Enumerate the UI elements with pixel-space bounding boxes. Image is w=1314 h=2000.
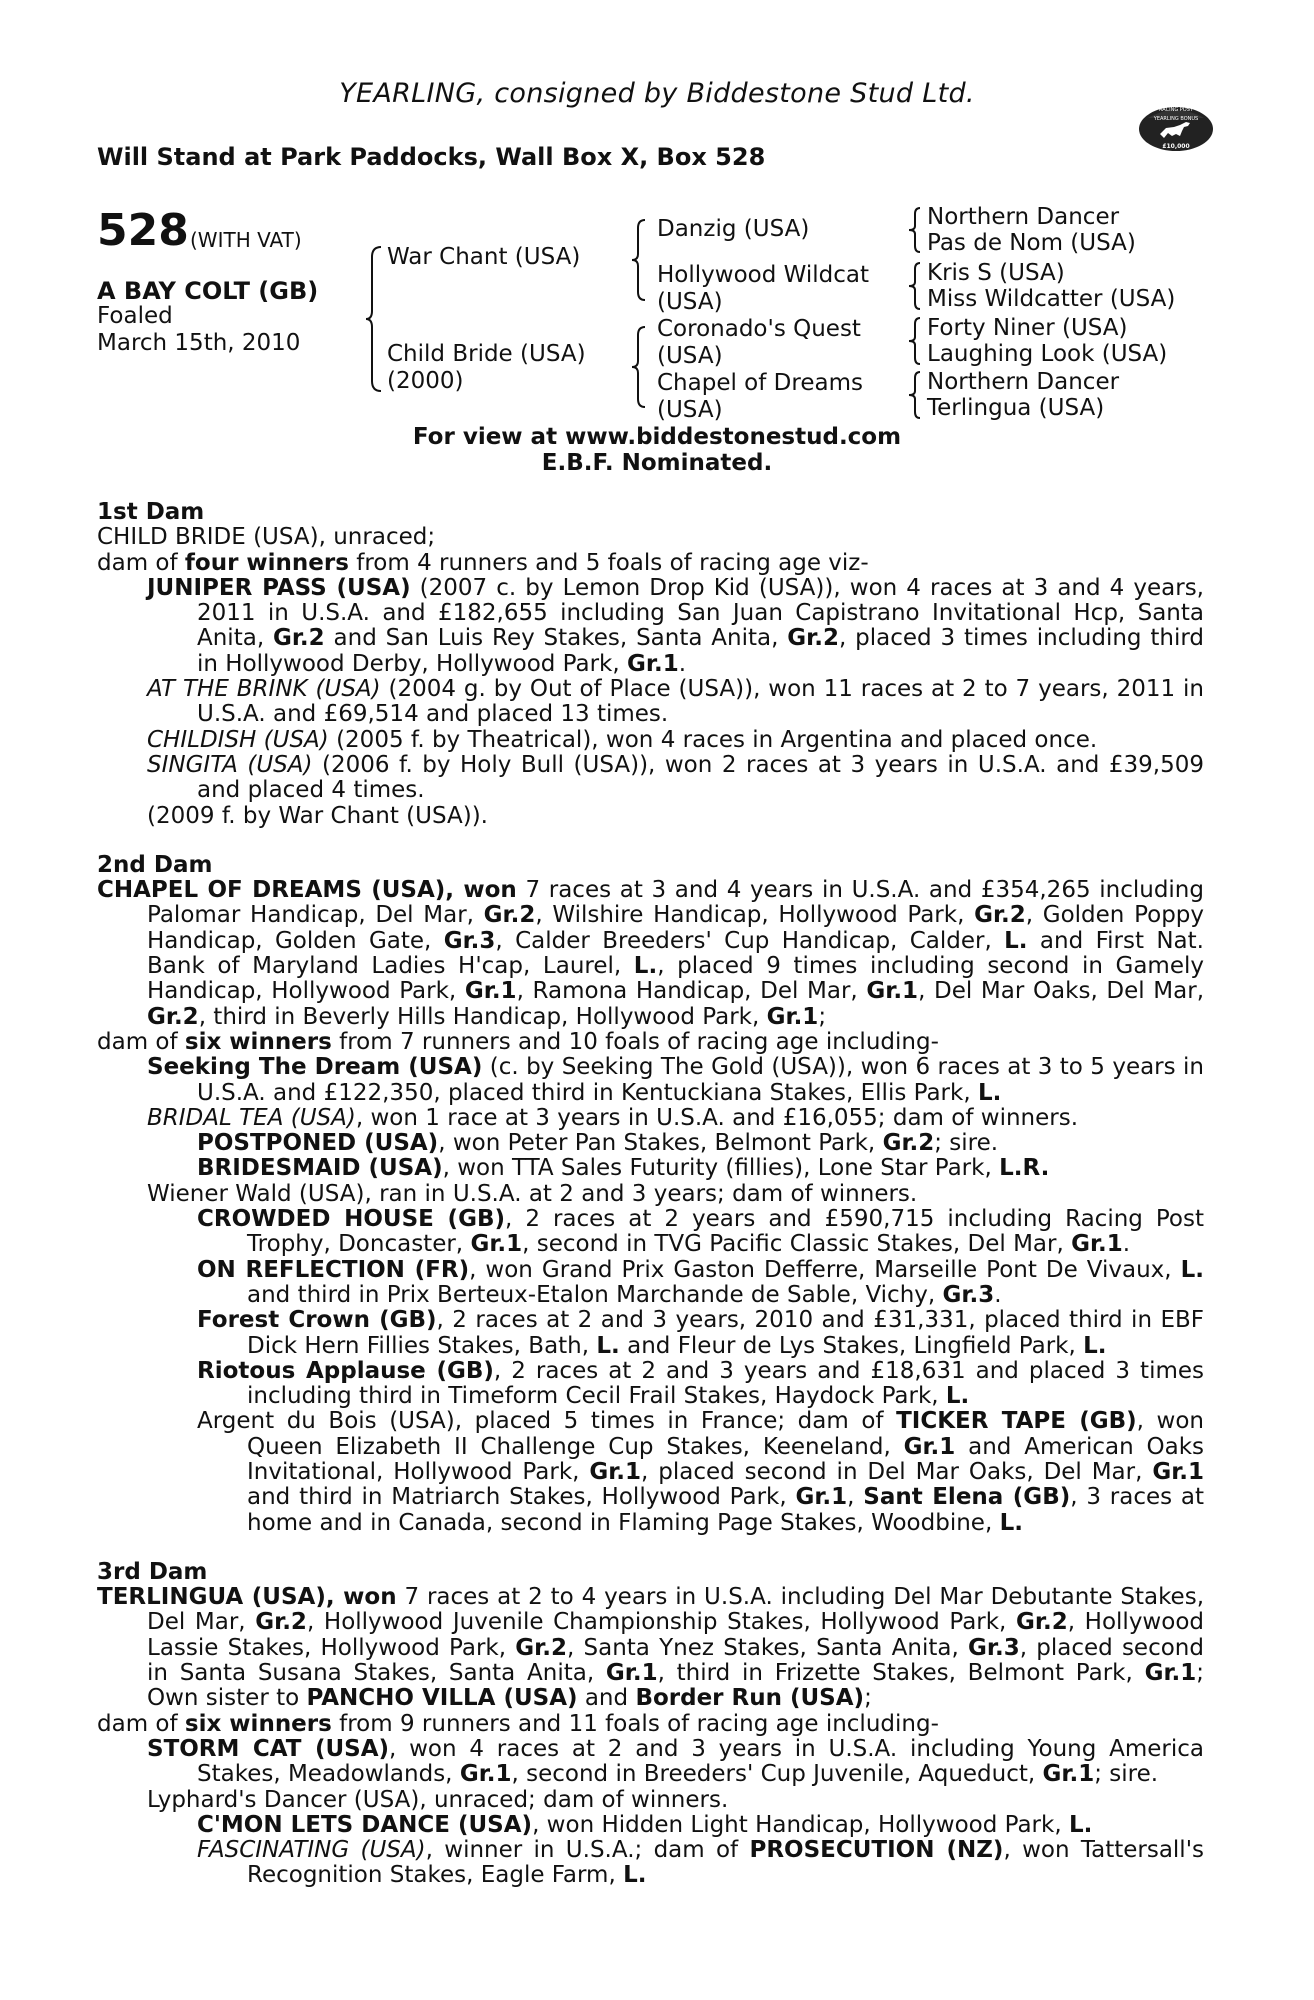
- produce-lyphards-dancer: Lyphard's Dancer (USA), unraced; dam of winners.: [147, 1786, 729, 1813]
- horse-name: Riotous Applause (GB): [197, 1357, 494, 1384]
- page-title: YEARLING, consigned by Biddestone Stud Ltd.: [339, 78, 975, 109]
- grade: Gr.1: [459, 1761, 512, 1788]
- produce-fascinating: [97, 1838, 1204, 1889]
- text: (c. by Seeking The Gold (USA)), won 6 races at 3 to 5 years in U.S.A. and £122,350, placed third in Kentuckiana Stakes, Ellis Park,: [197, 1054, 1204, 1106]
- sire: War Chant (USA): [387, 244, 581, 270]
- grade: Gr.1: [589, 1458, 642, 1485]
- text: , third in Frizette Stakes, Belmont Park,: [657, 1660, 1145, 1687]
- text: and Fleur de Lys Stakes, Lingfield Park,: [619, 1332, 1084, 1359]
- lot-number: 528: [97, 205, 189, 256]
- text: , 2 races at 2 years and £590,715 including Racing Post Trophy, Doncaster,: [247, 1206, 1205, 1258]
- grade: Gr.2: [147, 1003, 199, 1030]
- text: from 9 runners and 11 foals of racing age including-: [331, 1710, 939, 1737]
- winners-count: four winners: [184, 549, 349, 576]
- text: ; sire.: [934, 1130, 999, 1157]
- grade: Gr.2: [974, 902, 1026, 929]
- grade: L.: [633, 953, 658, 980]
- ped-g3-8: Terlingua (USA): [927, 395, 1105, 421]
- third-dam-record: [97, 1585, 1204, 1711]
- text: , Ramona Handicap, Del Mar,: [516, 978, 867, 1005]
- pedigree-brace-3: [909, 316, 921, 366]
- text: , Calder Breeders' Cup Handicap, Calder,: [495, 927, 1005, 954]
- text: , won 1 race at 3 years in U.S.A. and £16,055; dam of winners.: [355, 1104, 1079, 1131]
- text: , Wilshire Handicap, Hollywood Park,: [535, 902, 975, 929]
- pedigree-main-brace: [366, 245, 382, 393]
- horse-name: CHILDISH (USA): [147, 726, 329, 753]
- text: (2004 g. by Out of Place (USA)), won 11 races at 2 to 7 years, 2011 in U.S.A. and £69,514 and placed 13 times.: [197, 676, 1204, 728]
- text: , placed second in Santa Susana Stakes, Santa Anita,: [147, 1634, 1204, 1687]
- website-line: For view at www.biddestonestud.com: [412, 424, 902, 450]
- text: , placed 3 times including third in Hollywood Derby, Hollywood Park,: [197, 625, 1205, 677]
- grade: Gr.3: [443, 927, 496, 954]
- text: .: [678, 650, 687, 677]
- text: dam of: [97, 1028, 185, 1055]
- grade: Gr.1: [1042, 1761, 1095, 1788]
- pedigree-dam-brace: [632, 325, 646, 409]
- grade: Gr.3: [968, 1634, 1020, 1661]
- horse-name: JUNIPER PASS (USA): [147, 574, 411, 601]
- grade: L.: [596, 1332, 620, 1359]
- ped-g3-1: Northern Dancer: [927, 204, 1120, 230]
- grade: Gr.1: [464, 978, 517, 1005]
- grade: Gr.1: [1071, 1231, 1123, 1258]
- text: , 3 races at home and in Canada, second in Flaming Page Stakes, Woodbine,: [247, 1484, 1204, 1536]
- grade: Gr.1: [605, 1660, 658, 1687]
- lot-name: A BAY COLT (GB): [97, 277, 319, 305]
- text: dam of: [97, 549, 185, 576]
- pedigree-brace-2: [909, 261, 921, 311]
- ped-g3-5: Forty Niner (USA): [927, 315, 1128, 341]
- text: .: [1122, 1231, 1131, 1258]
- text: , second in TVG Pacific Classic Stakes, Del Mar,: [522, 1231, 1072, 1258]
- ped-g3-4: Miss Wildcatter (USA): [927, 286, 1176, 312]
- produce-riotous-applause: [97, 1359, 1204, 1410]
- winners-count: six winners: [184, 1710, 332, 1737]
- pedigree-notes: [97, 500, 1204, 1889]
- yearling-bonus-badge: [1136, 98, 1216, 156]
- grade: Gr.2: [882, 1130, 935, 1157]
- produce-bridesmaid: [97, 1156, 1204, 1181]
- text: 7 races at 3 and 4 years in U.S.A. and £354,265 including Palomar Handicap, Del Mar,: [147, 877, 1204, 929]
- grade: Gr.1: [470, 1231, 523, 1258]
- dam-year: (2000): [387, 368, 464, 394]
- dam-of-dam-line1: Chapel of Dreams: [657, 370, 863, 396]
- text: from 4 runners and 5 foals of racing age viz-: [348, 549, 869, 576]
- grade: Gr.2: [515, 1634, 567, 1661]
- text: from 7 runners and 10 foals of racing age including-: [331, 1028, 939, 1055]
- ped-g3-3: Kris S (USA): [927, 260, 1065, 286]
- second-dam-record: [97, 878, 1204, 1030]
- foaled-info: [97, 303, 300, 357]
- grade: L.: [1068, 1811, 1093, 1838]
- grade: Gr.2: [483, 902, 536, 929]
- produce-forest-crown: [97, 1308, 1204, 1359]
- grade: Gr.1: [795, 1484, 848, 1511]
- grade: Gr.2: [787, 625, 839, 652]
- text: , Santa Ynez Stakes, Santa Anita,: [566, 1634, 969, 1661]
- horse-name: BRIDESMAID (USA): [197, 1155, 443, 1182]
- text: and third in Matriarch Stakes, Hollywood Park,: [247, 1484, 796, 1511]
- third-dam-heading: 3rd Dam: [97, 1558, 208, 1585]
- text: , won Hidden Light Handicap, Hollywood Park,: [532, 1811, 1069, 1838]
- first-dam-line: CHILD BRIDE (USA), unraced;: [97, 524, 436, 551]
- text: 7 races at 2 to 4 years in U.S.A. including Del Mar Debutante Stakes, Del Mar,: [147, 1584, 1205, 1636]
- ped-g3-6: Laughing Look (USA): [927, 341, 1168, 367]
- grade: Gr.3: [942, 1281, 995, 1308]
- text: , won Grand Prix Gaston Defferre, Marseille Pont De Vivaux,: [469, 1256, 1181, 1283]
- badge-line3: £10,000: [1162, 143, 1190, 150]
- second-dam-heading: 2nd Dam: [97, 851, 213, 878]
- text: ; Own sister to: [147, 1660, 1204, 1712]
- horse-name: CROWDED HOUSE (GB): [197, 1206, 505, 1233]
- horse-name: PANCHO VILLA (USA): [306, 1685, 578, 1712]
- text: , won TTA Sales Futurity (fillies), Lone Star Park,: [442, 1155, 1000, 1182]
- produce-seeking-the-dream: [97, 1055, 1204, 1106]
- horse-name: C'MON LETS DANCE (USA): [197, 1811, 533, 1838]
- sire-of-dam: [657, 316, 861, 370]
- text: and third in Prix Berteux-Etalon Marchande de Sable, Vichy,: [247, 1281, 943, 1308]
- text: (2005 f. by Theatrical), won 4 races in Argentina and placed once.: [328, 726, 1098, 753]
- horse-name: STORM CAT (USA): [147, 1735, 390, 1762]
- horse-name: SINGITA (USA): [147, 751, 313, 778]
- produce-storm-cat: [97, 1737, 1204, 1788]
- horse-name: ON REFLECTION (FR): [197, 1256, 470, 1283]
- grade: Gr.2: [255, 1609, 307, 1636]
- produce-juniper-pass: [97, 576, 1204, 677]
- grade: L.: [945, 1383, 970, 1410]
- dam-of-sire: [657, 262, 869, 316]
- grade: Gr.1: [866, 978, 919, 1005]
- foaled-date: March 15th, 2010: [97, 330, 301, 356]
- grade: L.: [999, 1509, 1023, 1536]
- grade: Gr.1: [1144, 1660, 1197, 1687]
- text: .: [994, 1281, 1002, 1308]
- sire-of-dam-line2: (USA): [657, 343, 723, 369]
- text: Argent du Bois (USA), placed 5 times in France; dam of: [197, 1408, 897, 1435]
- lot-vat: (WITH VAT): [190, 228, 302, 252]
- text: , Hollywood Lassie Stakes, Hollywood Park,: [147, 1609, 1204, 1661]
- pedigree-brace-1: [909, 206, 921, 254]
- dam-of-sire-line1: Hollywood Wildcat: [657, 262, 869, 288]
- sire-of-sire: Danzig (USA): [657, 216, 810, 242]
- grade: Gr.1: [1152, 1458, 1205, 1485]
- dam-of-dam: [657, 370, 863, 424]
- text: , won: [325, 1584, 397, 1611]
- badge-line1: RACING POST: [1159, 107, 1193, 113]
- text: (2007 c. by Lemon Drop Kid (USA)), won 4 races at 3 and 4 years, 2011 in U.S.A. and £182,655 including San Juan Capistrano Invitational Hcp, Santa Anita,: [197, 574, 1204, 652]
- horse-name: Sant Elena (GB): [863, 1484, 1071, 1511]
- horse-name: AT THE BRINK (USA): [147, 676, 381, 703]
- text: , placed 9 times including second in Gamely Handicap, Hollywood Park,: [147, 953, 1204, 1005]
- dam-of-dam-line2: (USA): [657, 397, 723, 423]
- text: , winner in U.S.A.; dam of: [425, 1837, 750, 1864]
- horse-name: CHAPEL OF DREAMS (USA): [97, 877, 446, 904]
- produce-childish: [97, 728, 1204, 753]
- text: , won Queen Elizabeth II Challenge Cup Stakes, Keeneland,: [247, 1408, 1205, 1460]
- grade: Gr.1: [766, 1003, 819, 1030]
- text: , won: [445, 877, 517, 904]
- dam-of-sire-line2: (USA): [657, 289, 723, 315]
- produce-cmon-lets-dance: [97, 1813, 1204, 1838]
- produce-at-the-brink: [97, 677, 1204, 728]
- third-dam-summary: [97, 1712, 1204, 1737]
- grade: L.: [1180, 1256, 1204, 1283]
- horse-name: BRIDAL TEA (USA): [147, 1104, 356, 1131]
- dam-name: Child Bride (USA): [387, 341, 586, 367]
- grade: L.: [1004, 927, 1028, 954]
- grade: L.: [977, 1079, 1002, 1106]
- second-dam-summary: [97, 1030, 1204, 1055]
- horse-name: POSTPONED (USA): [197, 1130, 439, 1157]
- text: ;: [864, 1685, 872, 1712]
- pedigree-brace-4: [909, 370, 921, 420]
- produce-postponed: [97, 1131, 1204, 1156]
- produce-argent-du-bois: [97, 1409, 1204, 1535]
- horse-name: Forest Crown (GB): [197, 1307, 437, 1334]
- text: dam of: [97, 1710, 185, 1737]
- first-dam-heading: 1st Dam: [97, 499, 205, 525]
- grade: Gr.1: [627, 650, 679, 677]
- text: , second in Breeders' Cup Juvenile, Aqueduct,: [511, 1761, 1043, 1788]
- text: , won 4 races at 2 and 3 years in U.S.A. including Young America Stakes, Meadowlands,: [197, 1735, 1204, 1788]
- grade: Gr.1: [903, 1433, 956, 1460]
- text: , 2 races at 2 and 3 years and £18,631 and placed 3 times including third in Timeform Cecil Frail Stakes, Haydock Park,: [247, 1357, 1204, 1410]
- text: , won Peter Pan Stakes, Belmont Park,: [438, 1130, 883, 1157]
- text: , third in Beverly Hills Handicap, Hollywood Park,: [198, 1003, 767, 1030]
- winners-count: six winners: [184, 1028, 332, 1055]
- horse-name: FASCINATING (USA): [197, 1837, 426, 1864]
- text: and San Luis Rey Stakes, Santa Anita,: [324, 625, 788, 652]
- text: and: [577, 1685, 636, 1712]
- produce-2009: (2009 f. by War Chant (USA)).: [147, 802, 488, 829]
- ped-g3-7: Northern Dancer: [927, 369, 1120, 395]
- sire-of-dam-line1: Coronado's Quest: [657, 316, 861, 342]
- text: and First Nat. Bank of Maryland Ladies H'cap, Laurel,: [147, 927, 1204, 980]
- grade: Gr.2: [1016, 1609, 1068, 1636]
- dam: [387, 341, 586, 395]
- produce-bridal-tea: [97, 1106, 1204, 1131]
- text: , Hollywood Juvenile Championship Stakes, Hollywood Park,: [306, 1609, 1017, 1636]
- first-dam-summary: [97, 551, 1204, 576]
- badge-line2: YEARLING BONUS: [1153, 116, 1199, 122]
- horse-name: Seeking The Dream (USA): [147, 1054, 483, 1081]
- horse-name: TICKER TAPE (GB): [896, 1408, 1137, 1435]
- text: , won Tattersall's Recognition Stakes, Eagle Farm,: [247, 1837, 1204, 1889]
- ebf-line: E.B.F. Nominated.: [541, 450, 773, 476]
- text: ,: [847, 1484, 864, 1511]
- text: ; sire.: [1094, 1761, 1159, 1788]
- grade: L.: [1083, 1332, 1107, 1359]
- text: , Del Mar Oaks, Del Mar,: [918, 978, 1205, 1005]
- foaled-label: Foaled: [97, 303, 173, 329]
- horse-name: Border Run (USA): [635, 1685, 865, 1712]
- pedigree-sire-brace: [632, 218, 646, 302]
- produce-singita: [97, 753, 1204, 804]
- text: , placed second in Del Mar Oaks, Del Mar,: [641, 1458, 1153, 1485]
- text: and American Oaks Invitational, Hollywood Park,: [247, 1433, 1204, 1485]
- horse-name: PROSECUTION (NZ): [749, 1837, 1004, 1864]
- text: , Golden Poppy Handicap, Golden Gate,: [147, 902, 1205, 954]
- ped-g3-2: Pas de Nom (USA): [927, 230, 1136, 256]
- text: , 2 races at 2 and 3 years, 2010 and £31,331, placed third in EBF Dick Hern Fillies Stakes, Bath,: [247, 1307, 1204, 1359]
- produce-on-reflection: [97, 1258, 1204, 1309]
- produce-wiener-wald: Wiener Wald (USA), ran in U.S.A. at 2 and 3 years; dam of winners.: [147, 1180, 918, 1207]
- horse-name: TERLINGUA (USA): [97, 1584, 326, 1611]
- grade: L.: [623, 1862, 647, 1889]
- location-line: Will Stand at Park Paddocks, Wall Box X, Box 528: [97, 143, 766, 171]
- grade: Gr.2: [272, 625, 325, 652]
- text: (2006 f. by Holy Bull (USA)), won 2 races at 3 years in U.S.A. and £39,509 and placed 4 times.: [197, 751, 1204, 804]
- text: ;: [818, 1003, 827, 1030]
- grade: L.R.: [999, 1155, 1050, 1182]
- produce-crowded-house: [97, 1207, 1204, 1258]
